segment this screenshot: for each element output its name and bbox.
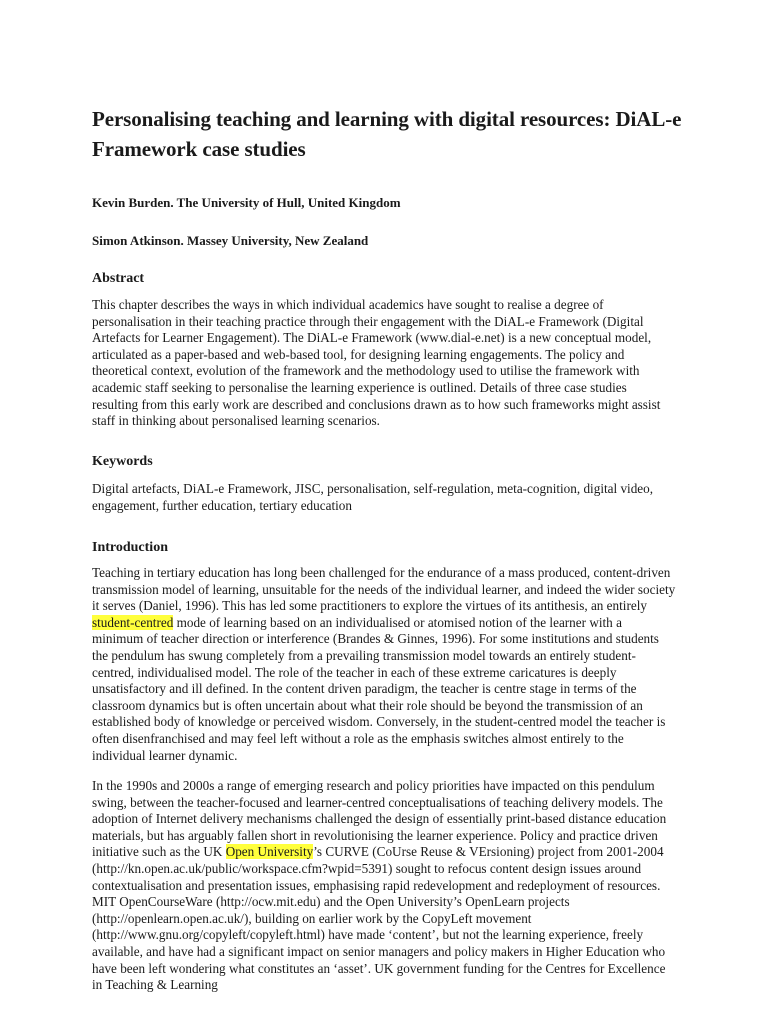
paragraph-text: mode of learning based on an individualised or atomised notion of the learner with a minimum of teacher direction or interference (Brandes & Ginnes, 1996). For some institutions and students the pendulum has swung completely from a prevailing transmission model towards an entirely student-centred, individualised model. The role of the teacher in each of these extreme caricatures is deeply unsatisfactory and ill defined. In the content driven paradigm, the teacher is centre stage in terms of the classroom dynamics but is often uncertain about what their role should be beyond the transmission of an established body of knowledge or perceived wisdom. Conversely, in the student-centred model the teacher is often disenfranchised and may feel left without a role as the emphasis switches almost entirely to the individual learner dynamic. xyxy=(92,614,666,763)
abstract-heading: Abstract xyxy=(92,271,145,286)
paragraph-text: Teaching in tertiary education has long been challenged for the endurance of a mass produced, content-driven transmission model of learning, unsuitable for the needs of the individual learner, and indeed the wider society it serves (Daniel, 1996). This has led some practitioners to explore the virtues of its antithesis, an entirely xyxy=(92,565,676,614)
keywords-text: Digital artefacts, DiAL-e Framework, JISC, personalisation, self-regulation, meta-cognition, digital video, engagement, further education, tertiary education xyxy=(92,481,654,513)
author-line-1: Kevin Burden. The University of Hull, United Kingdom xyxy=(92,195,401,210)
paragraph-text: ’s CURVE (CoUrse Reuse & VErsioning) project from 2001-2004 (http://kn.open.ac.uk/public/workspace.cfm?wpid=5391) sought to refocus content design issues around contextualisation and presentation issues, emphasising rapid redevelopment and redeployment of resources. MIT OpenCourseWare (http://ocw.mit.edu) and the Open University’s OpenLearn projects (http://openlearn.open.ac.uk/), building on earlier work by the CopyLeft movement (http://www.gnu.org/copyleft/copyleft.html) have made ‘content’, but not the learning experience, freely available, and have had a significant impact on senior managers and policy makers in Higher Education who have been left wondering what constitutes an ‘asset’. UK government funding for the Centres for Excellence in Teaching & Learning xyxy=(92,844,666,993)
author-line-2: Simon Atkinson. Massey University, New Zealand xyxy=(92,233,369,248)
abstract-text: This chapter describes the ways in which individual academics have sought to realise a degree of personalisation in their teaching practice through their engagement with the DiAL-e Framework (Digital Artefacts for Learner Engagement). The DiAL-e Framework (www.dial-e.net) is a new conceptual model, articulated as a paper-based and web-based tool, for designing learning engagements. The policy and theoretical context, evolution of the framework and the methodology used to utilise the framework with academic staff seeking to personalise the learning experience is outlined. Details of three case studies resulting from this early work are described and conclusions drawn as to how such frameworks might assist staff in thinking about personalised learning scenarios. xyxy=(92,297,661,429)
document-title: Personalising teaching and learning with digital resources: DiAL-e Framework case studies xyxy=(92,107,682,161)
paragraph-text: In the 1990s and 2000s a range of emerging research and policy priorities have impacted on this pendulum swing, between the teacher-focused and learner-centred conceptualisations of teaching delivery models. The adoption of Internet delivery mechanisms challenged the design of essentially print-based distance education materials, but has arguably fallen short in revolutionising the learner experience. Policy and practice driven initiative such as the UK xyxy=(92,778,667,860)
keywords-heading: Keywords xyxy=(92,454,153,469)
introduction-heading: Introduction xyxy=(92,540,168,555)
introduction-paragraph-2 xyxy=(92,778,676,994)
introduction-paragraph-1 xyxy=(92,565,676,764)
highlighted-text: student-centred xyxy=(92,614,174,630)
highlighted-text: Open University xyxy=(225,844,314,860)
